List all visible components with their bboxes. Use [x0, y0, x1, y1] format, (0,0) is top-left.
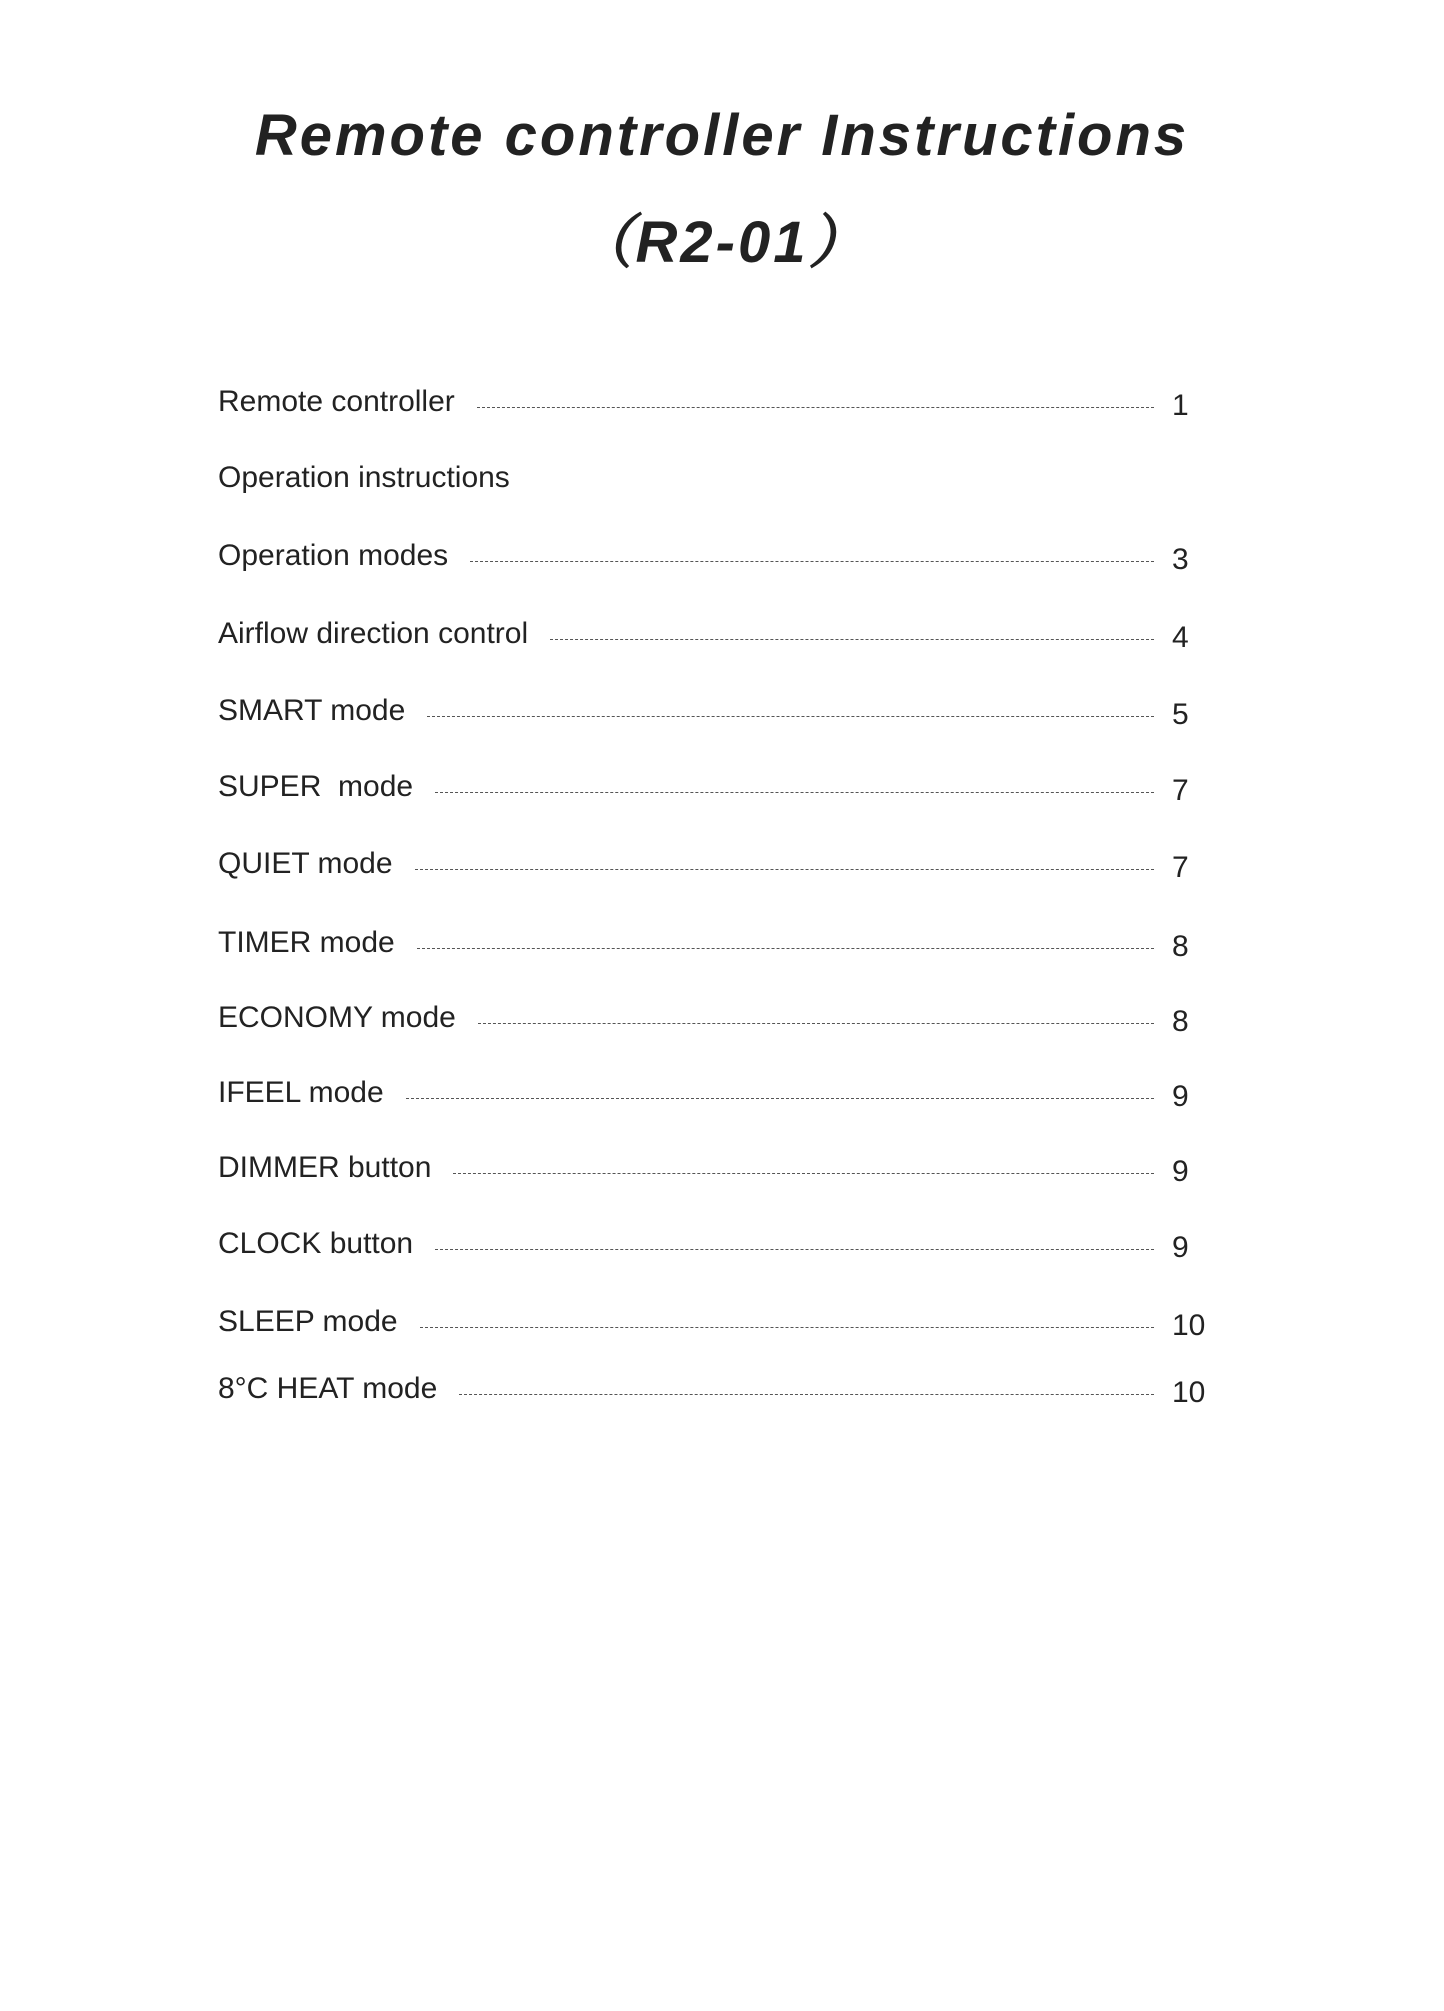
toc-entry-label: CLOCK button — [218, 1227, 414, 1260]
toc-entry — [218, 921, 1218, 965]
document-subtitle: （R2-01） — [574, 210, 870, 275]
document-title: Remote controller Instructions — [254, 103, 1190, 168]
toc-entry — [218, 1367, 1218, 1411]
toc-entry — [218, 765, 1218, 809]
toc-entry — [218, 842, 1218, 886]
toc-entry-label: 8°C HEAT mode — [218, 1372, 438, 1405]
toc-entry-label: SMART mode — [218, 694, 406, 727]
toc-entry-label: Operation modes — [218, 539, 449, 572]
toc-entry — [218, 612, 1218, 656]
toc-entry-label: IFEEL mode — [218, 1076, 384, 1109]
toc-entry-page: 3 — [1172, 543, 1189, 576]
toc-entry — [218, 1222, 1218, 1266]
toc-entry-page: 9 — [1172, 1080, 1189, 1113]
toc-entry-page: 9 — [1172, 1155, 1189, 1188]
toc-entry — [218, 1300, 1218, 1344]
toc-entry-page: 7 — [1172, 774, 1189, 807]
toc-leader-dots — [550, 639, 1154, 640]
toc-entry-label: TIMER mode — [218, 926, 395, 959]
toc-entry-page: 9 — [1172, 1231, 1189, 1264]
toc-entry-label: SLEEP mode — [218, 1305, 398, 1338]
toc-leader-dots — [459, 1394, 1154, 1395]
toc-entry-label: QUIET mode — [218, 847, 393, 880]
toc-entry-label: ECONOMY mode — [218, 1001, 456, 1034]
toc-entry-label: Operation instructions — [218, 461, 510, 494]
toc-entry-label: DIMMER button — [218, 1151, 432, 1184]
toc-entry — [218, 1071, 1218, 1115]
toc-entry — [218, 380, 1218, 424]
toc-leader-dots — [453, 1173, 1154, 1174]
toc-entry-page: 8 — [1172, 930, 1189, 963]
toc-leader-dots — [435, 792, 1154, 793]
toc-entry-label: Airflow direction control — [218, 617, 529, 650]
toc-entry-page: 4 — [1172, 621, 1189, 654]
toc-entry — [218, 534, 1218, 578]
toc-entry-page: 10 — [1172, 1376, 1206, 1409]
toc-leader-dots — [417, 948, 1154, 949]
toc-leader-dots — [427, 716, 1154, 717]
toc-entry — [218, 689, 1218, 733]
toc-leader-dots — [478, 1023, 1154, 1024]
toc-leader-dots — [477, 407, 1154, 408]
toc-entry-page: 1 — [1172, 389, 1189, 422]
toc-entry-label: Remote controller — [218, 385, 455, 418]
toc-entry — [218, 996, 1218, 1040]
toc-entry — [218, 1146, 1218, 1190]
toc-leader-dots — [406, 1098, 1154, 1099]
toc-entry-page: 8 — [1172, 1005, 1189, 1038]
toc-entry — [218, 456, 1218, 500]
toc-leader-dots — [435, 1249, 1154, 1250]
toc-leader-dots — [470, 561, 1154, 562]
toc-leader-dots — [415, 869, 1154, 870]
toc-entry-label: SUPER mode — [218, 770, 414, 803]
toc-entry-page: 5 — [1172, 698, 1189, 731]
toc-entry-page: 7 — [1172, 851, 1189, 884]
toc-entry-page: 10 — [1172, 1309, 1206, 1342]
toc-leader-dots — [420, 1327, 1154, 1328]
